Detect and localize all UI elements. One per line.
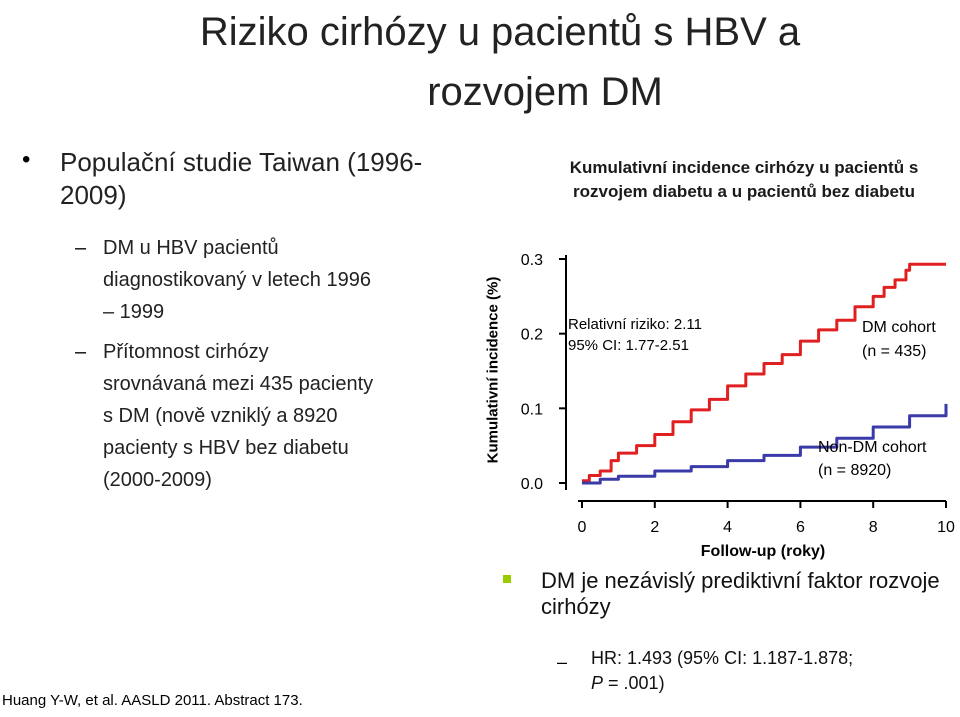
sub-bullet-dash: – [75,237,87,259]
bullet-dot: • [22,146,31,173]
x-tick-label: 8 [868,519,878,536]
x-tick-label: 6 [795,519,805,536]
x-tick-label: 0 [577,519,587,536]
y-tick-label: 0.0 [520,476,543,493]
p-value: = .001) [603,673,665,693]
citation: Huang Y-W, et al. AASLD 2011. Abstract 173. [2,692,303,709]
chart-ylabel: Kumulativní incidence (%) [484,276,502,464]
relative-risk-label: Relativní riziko: 2.11 [568,316,702,333]
sub-line: s DM (nově vzniklý a 8920 [103,405,338,427]
x-tick-label: 4 [723,519,733,536]
hazard-ratio-text: HR: 1.493 (95% CI: 1.187-1.878; [591,648,854,668]
title-line-1: Riziko cirhózy u pacientů s HBV a [199,10,801,54]
sub-line: pacienty s HBV bez diabetu [103,437,349,459]
legend-label-dm: DM cohort [862,319,936,336]
legend-label-non-dm: Non-DM cohort [818,439,927,456]
sub-bullet-dash: – [75,341,87,363]
x-axis-label: Follow-up (roky) [700,543,826,560]
sub-line: DM u HBV pacientů [103,237,279,259]
confidence-interval-label: 95% CI: 1.77-2.51 [568,337,689,354]
y-tick-label: 0.2 [520,326,543,344]
sub-line: (2000-2009) [103,469,212,491]
legend-label-non-dm-n: (n = 8920) [818,462,892,479]
legend-label-dm-n: (n = 435) [862,343,927,360]
sub-line: srovnávaná mezi 435 pacienty [103,373,374,395]
sub-line: – 1999 [103,301,165,323]
x-tick-label: 2 [650,519,660,536]
p-value-label: P [591,673,604,693]
main-bullet-text: Populační studie Taiwan (1996-2009) [60,147,423,210]
x-tick-label: 10 [937,519,955,536]
key-finding: DM je nezávislý prediktivní faktor rozvoje cirhózy [541,568,940,619]
y-tick-label: 0.1 [520,401,543,419]
square-bullet-icon [503,575,511,583]
sub-line: Přítomnost cirhózy [103,341,269,363]
chart-title: Kumulativní incidence cirhózy u pacientů s rozvojem diabetu a u pacientů bez diabetu [569,158,919,201]
hazard-ratio [591,646,951,696]
title-line-2: rozvojem DM [427,70,663,114]
sub-line: diagnostikovaný v letech 1996 [103,269,371,291]
y-tick-label: 0.3 [520,252,543,269]
sub-bullet-dash: – [557,652,568,672]
